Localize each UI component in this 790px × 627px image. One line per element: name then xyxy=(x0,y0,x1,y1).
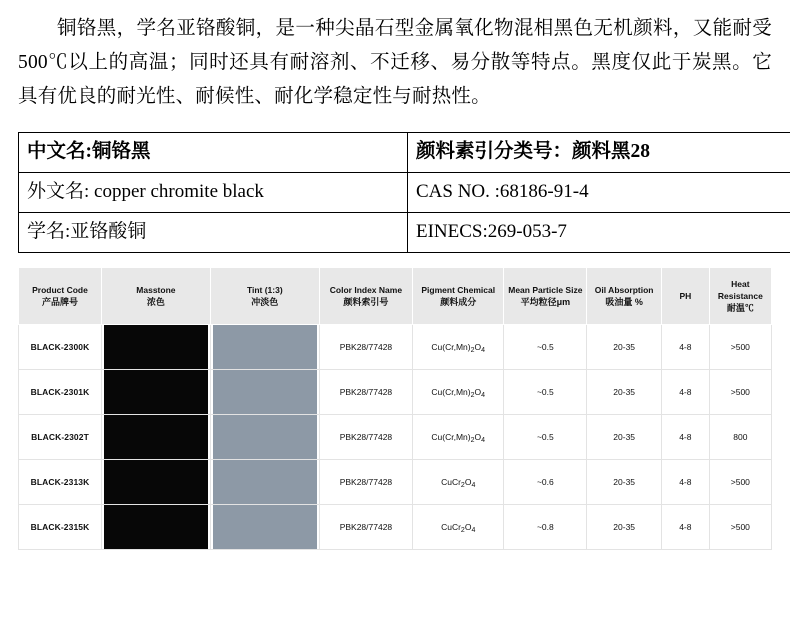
cell-mean-particle-size: ~0.5 xyxy=(504,325,587,370)
header-oil-absorption xyxy=(587,268,662,325)
cell-masstone-swatch xyxy=(101,370,210,415)
cell-heat-resistance: >500 xyxy=(709,460,771,505)
header-tint xyxy=(210,268,319,325)
table-row xyxy=(19,415,772,460)
cell-mean-particle-size: ~0.8 xyxy=(504,505,587,550)
info-einecs-number: EINECS:269-053-7 xyxy=(408,213,790,253)
tint-color-chip xyxy=(213,415,317,459)
cell-oil-absorption: 20-35 xyxy=(587,370,662,415)
table-row xyxy=(19,370,772,415)
tint-color-chip xyxy=(213,325,317,369)
cell-oil-absorption: 20-35 xyxy=(587,415,662,460)
cell-heat-resistance: >500 xyxy=(709,505,771,550)
tint-color-chip xyxy=(213,460,317,504)
cell-ph: 4-8 xyxy=(662,460,710,505)
cell-product-code: BLACK-2300K xyxy=(19,325,102,370)
info-row-scientific xyxy=(19,213,790,253)
cell-masstone-swatch xyxy=(101,325,210,370)
header-particle-size-en: Mean Particle Size xyxy=(508,285,583,295)
header-oil-absorption-cn: 吸油量 % xyxy=(605,297,643,307)
header-heat-resistance-cn: 耐温℃ xyxy=(726,303,754,313)
cell-color-index-name: PBK28/77428 xyxy=(319,505,412,550)
header-oil-absorption-en: Oil Absorption xyxy=(594,285,654,295)
cell-tint-swatch xyxy=(210,460,319,505)
cell-color-index-name: PBK28/77428 xyxy=(319,460,412,505)
info-foreign-name: 外文名: copper chromite black xyxy=(19,173,408,213)
info-row-foreign xyxy=(19,173,790,213)
cell-heat-resistance: 800 xyxy=(709,415,771,460)
header-particle-size-cn: 平均粒径μm xyxy=(520,297,571,307)
header-color-index-name xyxy=(319,268,412,325)
product-specification-table xyxy=(18,267,772,550)
intro-paragraph: 铜铬黑，学名亚铬酸铜，是一种尖晶石型金属氧化物混相黑色无机颜料，又能耐受500℃以上的高温；同时还具有耐溶剂、不迁移、易分散等特点。黑度仅此于炭黑。它具有优良的耐光性、耐候性、耐化学稳定性与耐热性。 xyxy=(18,18,772,107)
cell-mean-particle-size: ~0.5 xyxy=(504,415,587,460)
info-scientific-name: 学名:亚铬酸铜 xyxy=(19,213,408,253)
header-product-code-cn: 产品牌号 xyxy=(41,297,78,307)
cell-pigment-chemical: $Cu(Cr,Mn)_2O_4$ xyxy=(413,415,504,460)
masstone-color-chip xyxy=(104,460,208,504)
cell-masstone-swatch xyxy=(101,460,210,505)
cell-product-code: BLACK-2301K xyxy=(19,370,102,415)
header-ph-en: PH xyxy=(679,291,692,301)
header-product-code-en: Product Code xyxy=(32,285,88,295)
header-product-code xyxy=(19,268,102,325)
info-chinese-name: 中文名:铜铬黑 xyxy=(19,133,408,173)
header-color-index-cn: 颜料索引号 xyxy=(343,297,389,307)
header-pigment-chemical-en: Pigment Chemical xyxy=(421,285,496,295)
masstone-color-chip xyxy=(104,325,208,369)
cell-ph: 4-8 xyxy=(662,415,710,460)
header-ph xyxy=(662,268,710,325)
header-heat-resistance xyxy=(709,268,771,325)
tint-color-chip xyxy=(213,505,317,549)
header-pigment-chemical xyxy=(413,268,504,325)
cell-mean-particle-size: ~0.6 xyxy=(504,460,587,505)
header-heat-resistance-en: Heat Resistance xyxy=(717,279,763,301)
masstone-color-chip xyxy=(104,505,208,549)
product-table-wrapper xyxy=(18,267,772,550)
cell-color-index-name: PBK28/77428 xyxy=(319,325,412,370)
cell-masstone-swatch xyxy=(101,505,210,550)
header-mean-particle-size xyxy=(504,268,587,325)
header-tint-en: Tint (1:3) xyxy=(246,285,283,295)
product-info-table xyxy=(18,132,790,253)
cell-product-code: BLACK-2302T xyxy=(19,415,102,460)
cell-pigment-chemical: $Cu(Cr,Mn)_2O_4$ xyxy=(413,325,504,370)
product-table-header-row xyxy=(19,268,772,325)
cell-oil-absorption: 20-35 xyxy=(587,505,662,550)
table-row xyxy=(19,505,772,550)
cell-tint-swatch xyxy=(210,505,319,550)
cell-ph: 4-8 xyxy=(662,505,710,550)
header-masstone xyxy=(101,268,210,325)
masstone-color-chip xyxy=(104,415,208,459)
cell-ph: 4-8 xyxy=(662,370,710,415)
header-pigment-chemical-cn: 颜料成分 xyxy=(440,297,477,307)
cell-pigment-chemical: $CuCr_2O_4$ xyxy=(413,460,504,505)
header-color-index-en: Color Index Name xyxy=(329,285,403,295)
table-row xyxy=(19,460,772,505)
cell-ph: 4-8 xyxy=(662,325,710,370)
info-color-index-class: 颜料素引分类号：颜料黑28 xyxy=(408,133,790,173)
header-tint-cn: 冲淡色 xyxy=(251,297,279,307)
cell-oil-absorption: 20-35 xyxy=(587,325,662,370)
cell-product-code: BLACK-2313K xyxy=(19,460,102,505)
cell-tint-swatch xyxy=(210,415,319,460)
table-row xyxy=(19,325,772,370)
tint-color-chip xyxy=(213,370,317,414)
cell-mean-particle-size: ~0.5 xyxy=(504,370,587,415)
product-table-body xyxy=(19,325,772,550)
cell-product-code: BLACK-2315K xyxy=(19,505,102,550)
info-cas-number: CAS NO. :68186-91-4 xyxy=(408,173,790,213)
cell-tint-swatch xyxy=(210,370,319,415)
cell-color-index-name: PBK28/77428 xyxy=(319,415,412,460)
cell-heat-resistance: >500 xyxy=(709,370,771,415)
cell-oil-absorption: 20-35 xyxy=(587,460,662,505)
info-row-name xyxy=(19,133,790,173)
header-masstone-cn: 浓色 xyxy=(146,297,165,307)
masstone-color-chip xyxy=(104,370,208,414)
cell-heat-resistance: >500 xyxy=(709,325,771,370)
cell-masstone-swatch xyxy=(101,415,210,460)
cell-pigment-chemical: $Cu(Cr,Mn)_2O_4$ xyxy=(413,370,504,415)
header-masstone-en: Masstone xyxy=(136,285,176,295)
cell-tint-swatch xyxy=(210,325,319,370)
cell-pigment-chemical: $CuCr_2O_4$ xyxy=(413,505,504,550)
cell-color-index-name: PBK28/77428 xyxy=(319,370,412,415)
